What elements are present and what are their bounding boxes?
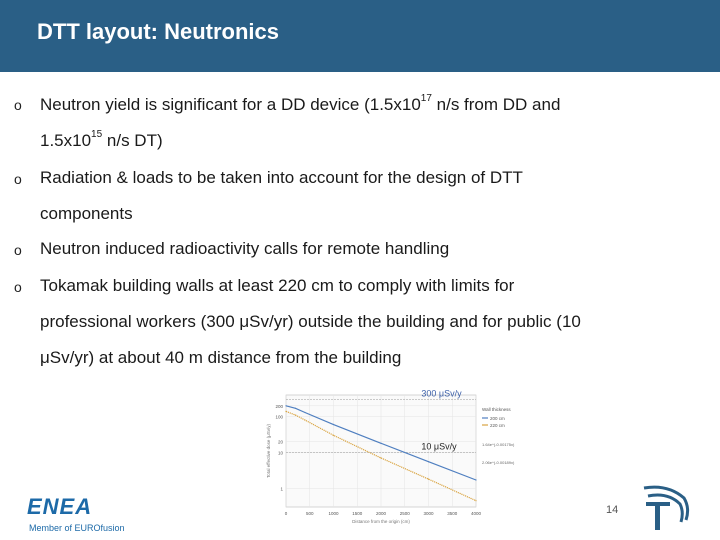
fit-label: 1.64e^(-0.00175x) (482, 442, 515, 447)
x-tick-label: 4000 (470, 511, 482, 516)
data-point (295, 408, 296, 409)
data-point (285, 411, 286, 412)
data-point (304, 419, 305, 420)
data-point (333, 424, 334, 425)
data-point (285, 405, 286, 406)
y-tick-label: 10 (277, 450, 283, 456)
eurofusion-member-text: Member of EUROfusion (29, 523, 125, 533)
legend-entry: 200 cm (490, 416, 505, 421)
bullet-4-line-3: μSv/yr) at about 40 m distance from the building (40, 348, 402, 367)
y-tick-label: 20 (277, 439, 283, 445)
annotation-300: 300 μSv/y (421, 388, 462, 399)
title-bar (0, 0, 720, 72)
legend-entry: 220 cm (490, 423, 505, 428)
y-tick-label: 200 (275, 403, 283, 409)
x-tick-label: 2500 (399, 511, 410, 516)
y-tick-label: 1 (280, 486, 283, 492)
data-point (333, 435, 334, 436)
legend-title: Wall thickness (482, 407, 511, 412)
data-point (475, 500, 476, 501)
data-point (428, 479, 429, 480)
y-tick-label: 100 (275, 414, 283, 420)
page-number: 14 (606, 504, 619, 516)
data-point (304, 412, 305, 413)
bullet-4-line-2: professional workers (300 μSv/yr) outside the building and for public (10 (40, 312, 581, 331)
x-tick-label: 3500 (447, 511, 458, 516)
x-tick-label: 2000 (375, 511, 387, 516)
dose-chart (258, 385, 544, 525)
data-point (475, 479, 476, 480)
dtt-logo-icon (638, 482, 692, 539)
x-tick-label: 1000 (328, 511, 339, 516)
bullet-2-line-2: components (40, 204, 133, 223)
data-point (428, 461, 429, 462)
dose-chart-svg (258, 385, 544, 525)
data-point (380, 457, 381, 458)
data-point (295, 414, 296, 415)
annotation-10: 10 μSv/y (421, 441, 457, 452)
enea-logo: ENEA (27, 494, 93, 519)
data-point (380, 443, 381, 444)
fit-label: 2.06e^(-0.00189x) (482, 460, 515, 465)
y-axis-label: Total effective dose (μSv/y) (266, 423, 271, 479)
bullet-4-line-1: Tokamak building walls at least 220 cm to comply with limits for (40, 276, 515, 295)
bullet-2-line-1: Radiation & loads to be taken into account for the design of DTT (40, 168, 523, 187)
x-tick-label: 1500 (352, 511, 363, 516)
x-axis-label: Distance from the origin (cm) (352, 519, 410, 524)
x-tick-label: 0 (284, 511, 288, 516)
bullet-marker: o (14, 242, 22, 258)
bullet-marker: o (14, 171, 22, 187)
bullet-marker: o (14, 97, 22, 113)
bullet-3-line-1: Neutron induced radioactivity calls for remote handling (40, 239, 450, 258)
bullet-1-line-1: Neutron yield is significant for a DD device ($1.5x10^{17}$ n/s from DD and (40, 93, 561, 114)
x-tick-label: 3000 (423, 511, 434, 516)
page-title: DTT layout: Neutronics (37, 19, 280, 44)
bullet-marker: o (14, 279, 22, 295)
x-tick-label: 500 (305, 511, 314, 516)
bullet-1-line-2: $1.5x10^{15}$ n/s DT) (40, 129, 163, 150)
